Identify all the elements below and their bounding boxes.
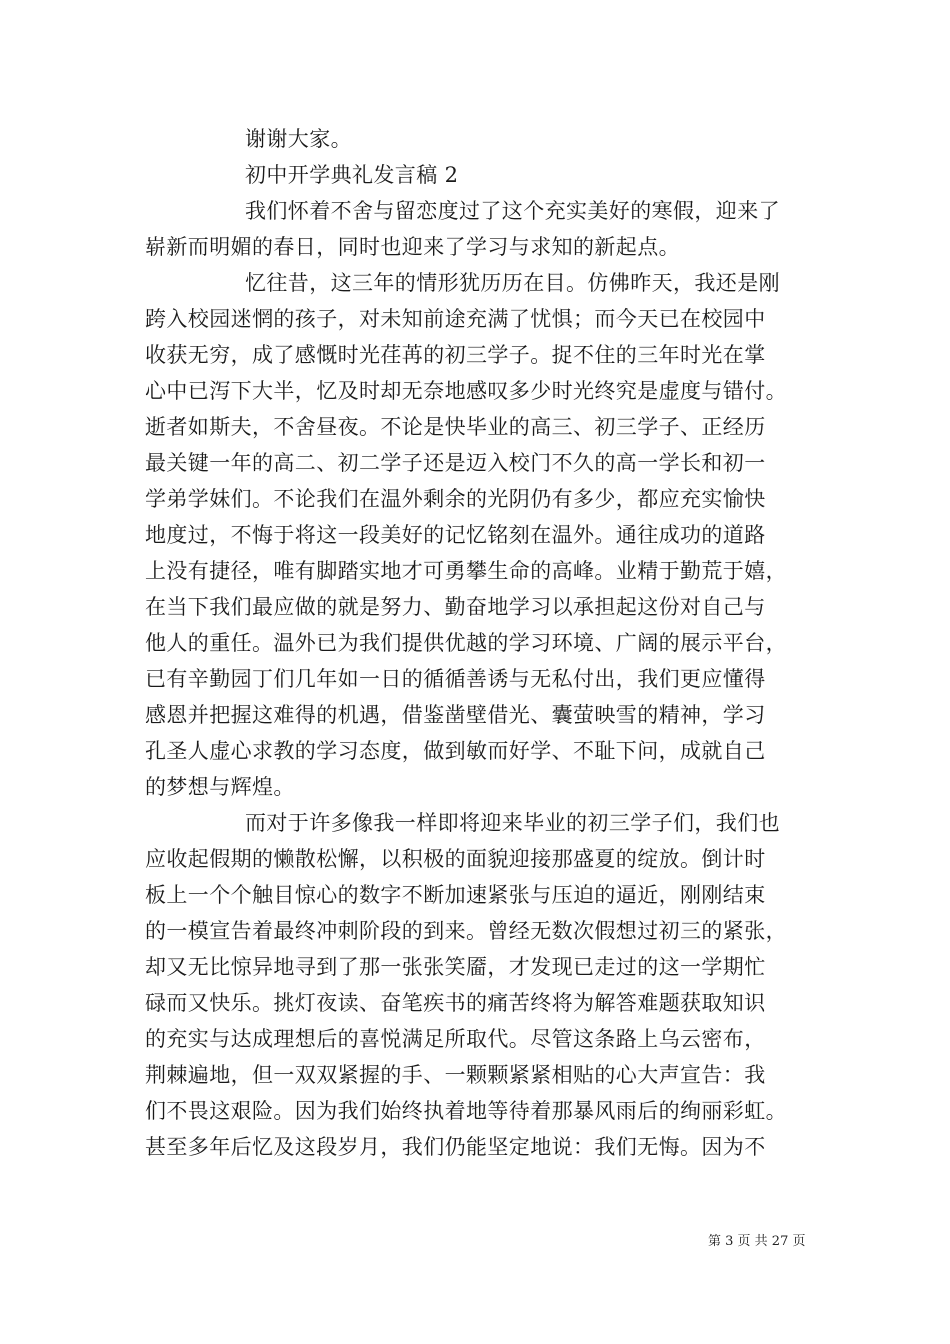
paragraph-line: 他人的重任。温外已为我们提供优越的学习环境、广阔的展示平台， <box>145 631 787 655</box>
paragraph-line: 的充实与达成理想后的喜悦满足所取代。尽管这条路上乌云密布， <box>145 1027 766 1051</box>
paragraph-line: 碌而又快乐。挑灯夜读、奋笔疾书的痛苦终将为解答难题获取知识 <box>145 991 766 1015</box>
paragraph-line: 的一模宣告着最终冲刺阶段的到来。曾经无数次假想过初三的紧张， <box>145 919 787 943</box>
paragraph-line: 甚至多年后忆及这段岁月，我们仍能坚定地说：我们无悔。因为不 <box>145 1135 766 1159</box>
paragraph-line: 地度过，不悔于将这一段美好的记忆铭刻在温外。通往成功的道路 <box>145 523 766 547</box>
closing-line: 谢谢大家。 <box>245 127 352 151</box>
paragraph-line: 学弟学妹们。不论我们在温外剩余的光阴仍有多少，都应充实愉快 <box>145 487 766 511</box>
paragraph-line: 应收起假期的懒散松懈，以积极的面貌迎接那盛夏的绽放。倒计时 <box>145 847 766 871</box>
paragraph-line: 我们怀着不舍与留恋度过了这个充实美好的寒假，迎来了 <box>245 199 780 223</box>
paragraph-line: 忆往昔，这三年的情形犹历历在目。仿佛昨天，我还是刚 <box>245 271 780 295</box>
paragraph-line: 孔圣人虚心求教的学习态度，做到敏而好学、不耻下问，成就自己 <box>145 739 766 763</box>
paragraph-line: 荆棘遍地，但一双双紧握的手、一颗颗紧紧相贴的心大声宣告：我 <box>145 1063 766 1087</box>
paragraph-line: 在当下我们最应做的就是努力、勤奋地学习以承担起这份对自己与 <box>145 595 766 619</box>
paragraph-line: 感恩并把握这难得的机遇，借鉴凿壁借光、囊萤映雪的精神，学习 <box>145 703 766 727</box>
paragraph-line: 已有辛勤园丁们几年如一日的循循善诱与无私付出，我们更应懂得 <box>145 667 766 691</box>
paragraph-line: 的梦想与辉煌。 <box>145 775 295 799</box>
paragraph-line: 心中已泻下大半，忆及时却无奈地感叹多少时光终究是虚度与错付。 <box>145 379 787 403</box>
section-title: 初中开学典礼发言稿 2 <box>245 163 459 187</box>
page-number: 第 3 页 共 27 页 <box>708 1234 806 1249</box>
paragraph-line: 最关键一年的高二、初二学子还是迈入校门不久的高一学长和初一 <box>145 451 766 475</box>
paragraph-line: 们不畏这艰险。因为我们始终执着地等待着那暴风雨后的绚丽彩虹。 <box>145 1099 787 1123</box>
paragraph-line: 跨入校园迷惘的孩子，对未知前途充满了忧惧；而今天已在校园中 <box>145 307 766 331</box>
paragraph-line: 板上一个个触目惊心的数字不断加速紧张与压迫的逼近，刚刚结束 <box>145 883 766 907</box>
paragraph-line: 逝者如斯夫，不舍昼夜。不论是快毕业的高三、初三学子、正经历 <box>145 415 766 439</box>
paragraph-line: 收获无穷，成了感慨时光荏苒的初三学子。捉不住的三年时光在掌 <box>145 343 766 367</box>
paragraph-line: 上没有捷径，唯有脚踏实地才可勇攀生命的高峰。业精于勤荒于嬉， <box>145 559 787 583</box>
paragraph-line: 崭新而明媚的春日，同时也迎来了学习与求知的新起点。 <box>145 235 680 259</box>
paragraph-line: 而对于许多像我一样即将迎来毕业的初三学子们，我们也 <box>245 811 780 835</box>
paragraph-line: 却又无比惊异地寻到了那一张张笑靥，才发现已走过的这一学期忙 <box>145 955 766 979</box>
